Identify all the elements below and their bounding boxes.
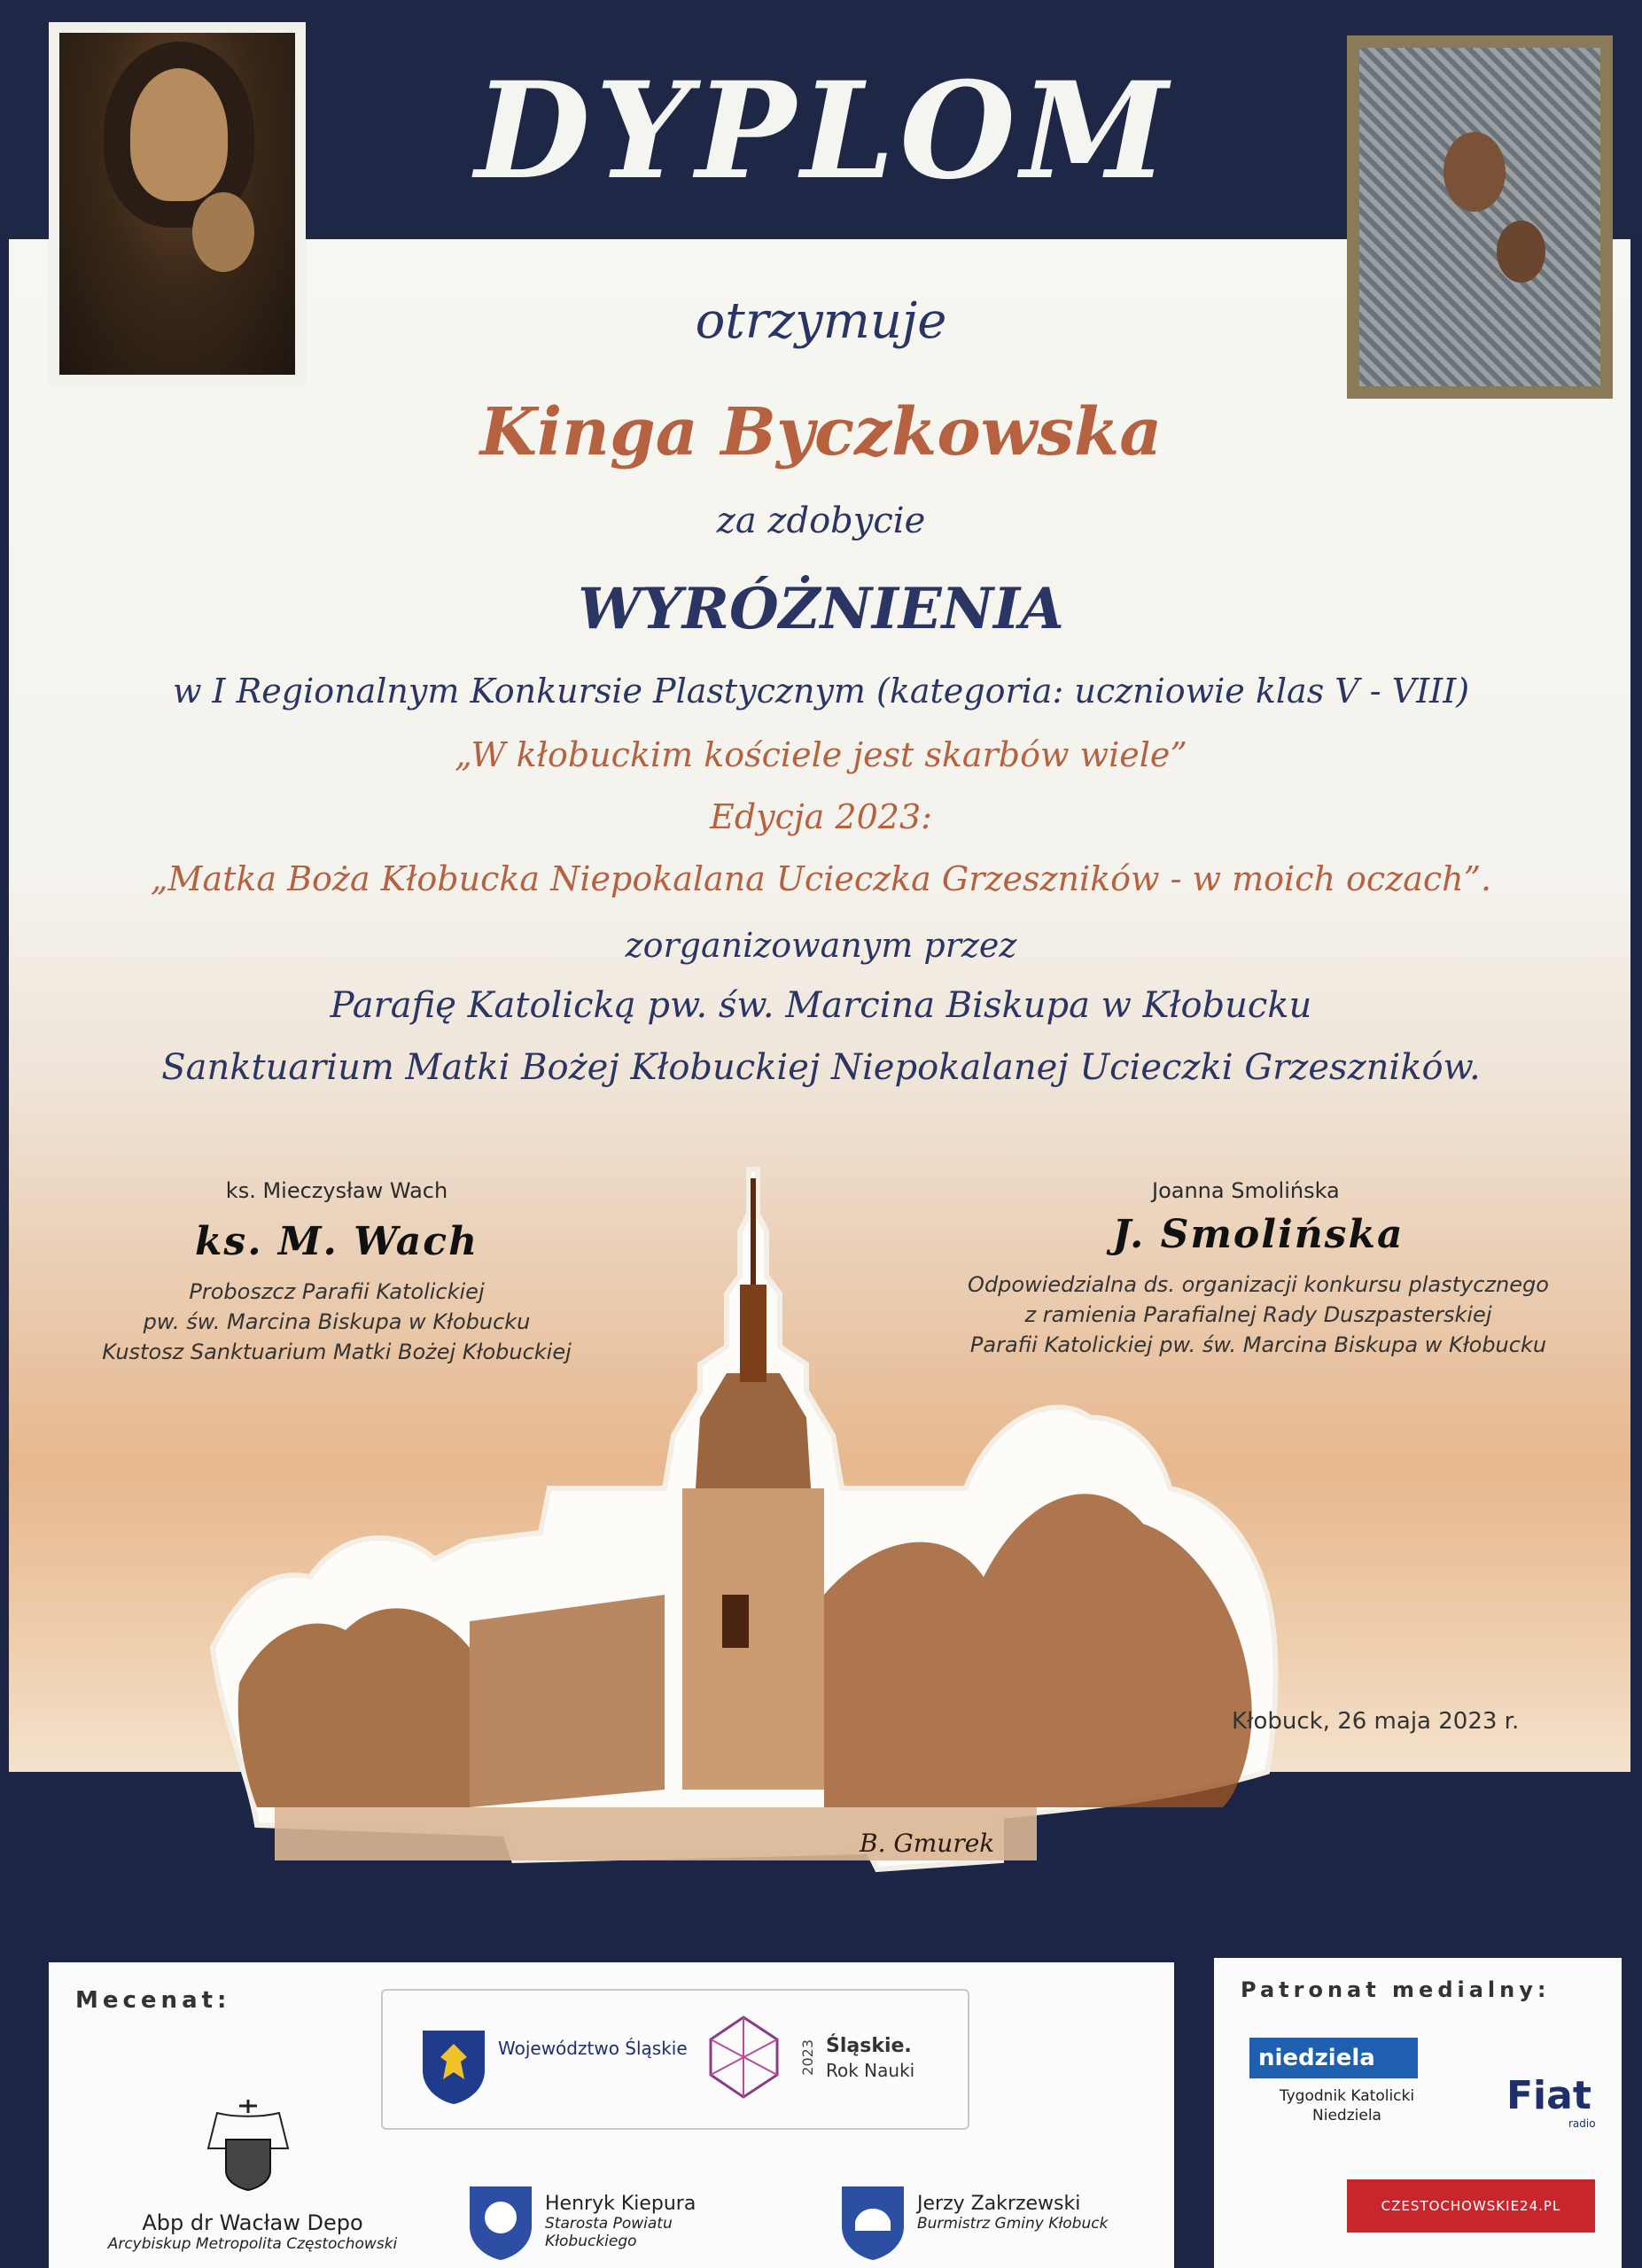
niedziela-caption-line-2: Niedziela (1312, 2107, 1381, 2124)
sponsor-starosta-name: Henryk Kiepura (545, 2193, 696, 2215)
sponsor-burmistrz-name: Jerzy Zakrzewski (917, 2193, 1081, 2215)
tower-cross (751, 1178, 756, 1285)
signatory-left-name: ks. Mieczysław Wach (225, 1178, 448, 1203)
church-roof (470, 1595, 665, 1807)
tower-window (722, 1595, 749, 1648)
powiat-klobucki-icon (465, 2182, 536, 2262)
organizer-sanctuary: Sanktuarium Matki Bożej Kłobuckiej Niepokalanej Ucieczki Grzeszników. (161, 1047, 1481, 1088)
fiat-radio-sub: radio (1568, 2117, 1596, 2130)
silesia-eagle-icon (418, 2026, 489, 2106)
contest-line: w I Regionalnym Konkursie Plastycznym (kategoria: uczniowie klas V - VIII) (172, 672, 1470, 711)
church-tower (682, 1488, 824, 1790)
signatory-left-signature: ks. M. Wach (194, 1219, 479, 1264)
signatory-right-role-2: z ramienia Parafialnej Rady Duszpasterskiej (1024, 1302, 1492, 1327)
tower-spire (740, 1285, 767, 1382)
science-year-badge: 2023 (799, 2039, 816, 2076)
contest-motto: „W kłobuckim kościele jest skarbów wiele” (455, 735, 1187, 774)
line-for: za zdobycie (716, 501, 926, 541)
signatory-right-signature: J. Smolińska (1112, 1212, 1405, 1257)
science-line-1: Śląskie. (826, 2035, 912, 2057)
sponsor-archbishop-name: Abp dr Wacław Depo (142, 2210, 363, 2235)
signatory-right-role-1: Odpowiedzialna ds. organizacji konkursu plastycznego (968, 1272, 1549, 1297)
gmina-klobuck-icon (837, 2182, 908, 2262)
sponsor-starosta (545, 2193, 758, 2250)
sponsor-archbishop (84, 2210, 421, 2253)
niedziela-caption (1249, 2086, 1444, 2125)
award-title: WYRÓŻNIENIA (578, 576, 1064, 642)
science-year-icon (702, 2013, 786, 2101)
czestochowskie24-logo: CZESTOCHOWSKIE24.PL (1347, 2179, 1595, 2233)
signatory-right-name: Joanna Smolińska (1152, 1178, 1340, 1203)
church-drawing (204, 1152, 1285, 1931)
organized-by: zorganizowanym przez (625, 926, 1017, 965)
line-receives: otrzymuje (695, 292, 947, 350)
recipient-name: Kinga Byczkowska (479, 394, 1163, 470)
signatory-left-role-1: Proboszcz Parafii Katolickiej (189, 1279, 485, 1304)
signatory-left-role-3: Kustosz Sanktuarium Matki Bożej Kłobuckiej (102, 1340, 572, 1364)
date-place: Kłobuck, 26 maja 2023 r. (1232, 1708, 1520, 1735)
niedziela-logo: niedziela (1249, 2038, 1418, 2078)
organizer-parish: Parafię Katolicką pw. św. Marcina Biskupa w Kłobucku (330, 985, 1312, 1026)
voivodeship-logos-box (381, 1989, 969, 2130)
sponsor-starosta-role: Starosta Powiatu Kłobuckiego (545, 2215, 673, 2250)
archbishop-coat-of-arms-icon (199, 2095, 297, 2193)
fiat-radio-logo: Fiat (1506, 2073, 1591, 2118)
artist-signature: B. Gmurek (860, 1829, 995, 1858)
media-label: Patronat medialny: (1241, 1977, 1551, 2002)
signatory-left-role-2: pw. św. Marcina Biskupa w Kłobucku (143, 1309, 531, 1334)
sponsors-label: Mecenat: (75, 1987, 231, 2014)
diploma-title: DYPLOM (474, 53, 1174, 209)
media-panel (1214, 1958, 1622, 2268)
sponsor-burmistrz-role: Burmistrz Gminy Kłobuck (917, 2215, 1109, 2233)
sponsor-archbishop-role: Arcybiskup Metropolita Częstochowski (107, 2235, 398, 2253)
sponsor-burmistrz (917, 2193, 1165, 2233)
niedziela-caption-line-1: Tygodnik Katolicki (1279, 2087, 1415, 2105)
edition-line: Edycja 2023: (710, 797, 932, 836)
edition-theme: „Matka Boża Kłobucka Niepokalana Ucieczka Grzeszników - w moich oczach”. (150, 859, 1492, 898)
voivodeship-name: Województwo Śląskie (498, 2038, 688, 2059)
science-line-2: Rok Nauki (826, 2060, 915, 2081)
signatory-right-role-3: Parafii Katolickiej pw. św. Marcina Biskupa w Kłobucku (969, 1332, 1547, 1357)
sponsors-panel (49, 1962, 1174, 2268)
